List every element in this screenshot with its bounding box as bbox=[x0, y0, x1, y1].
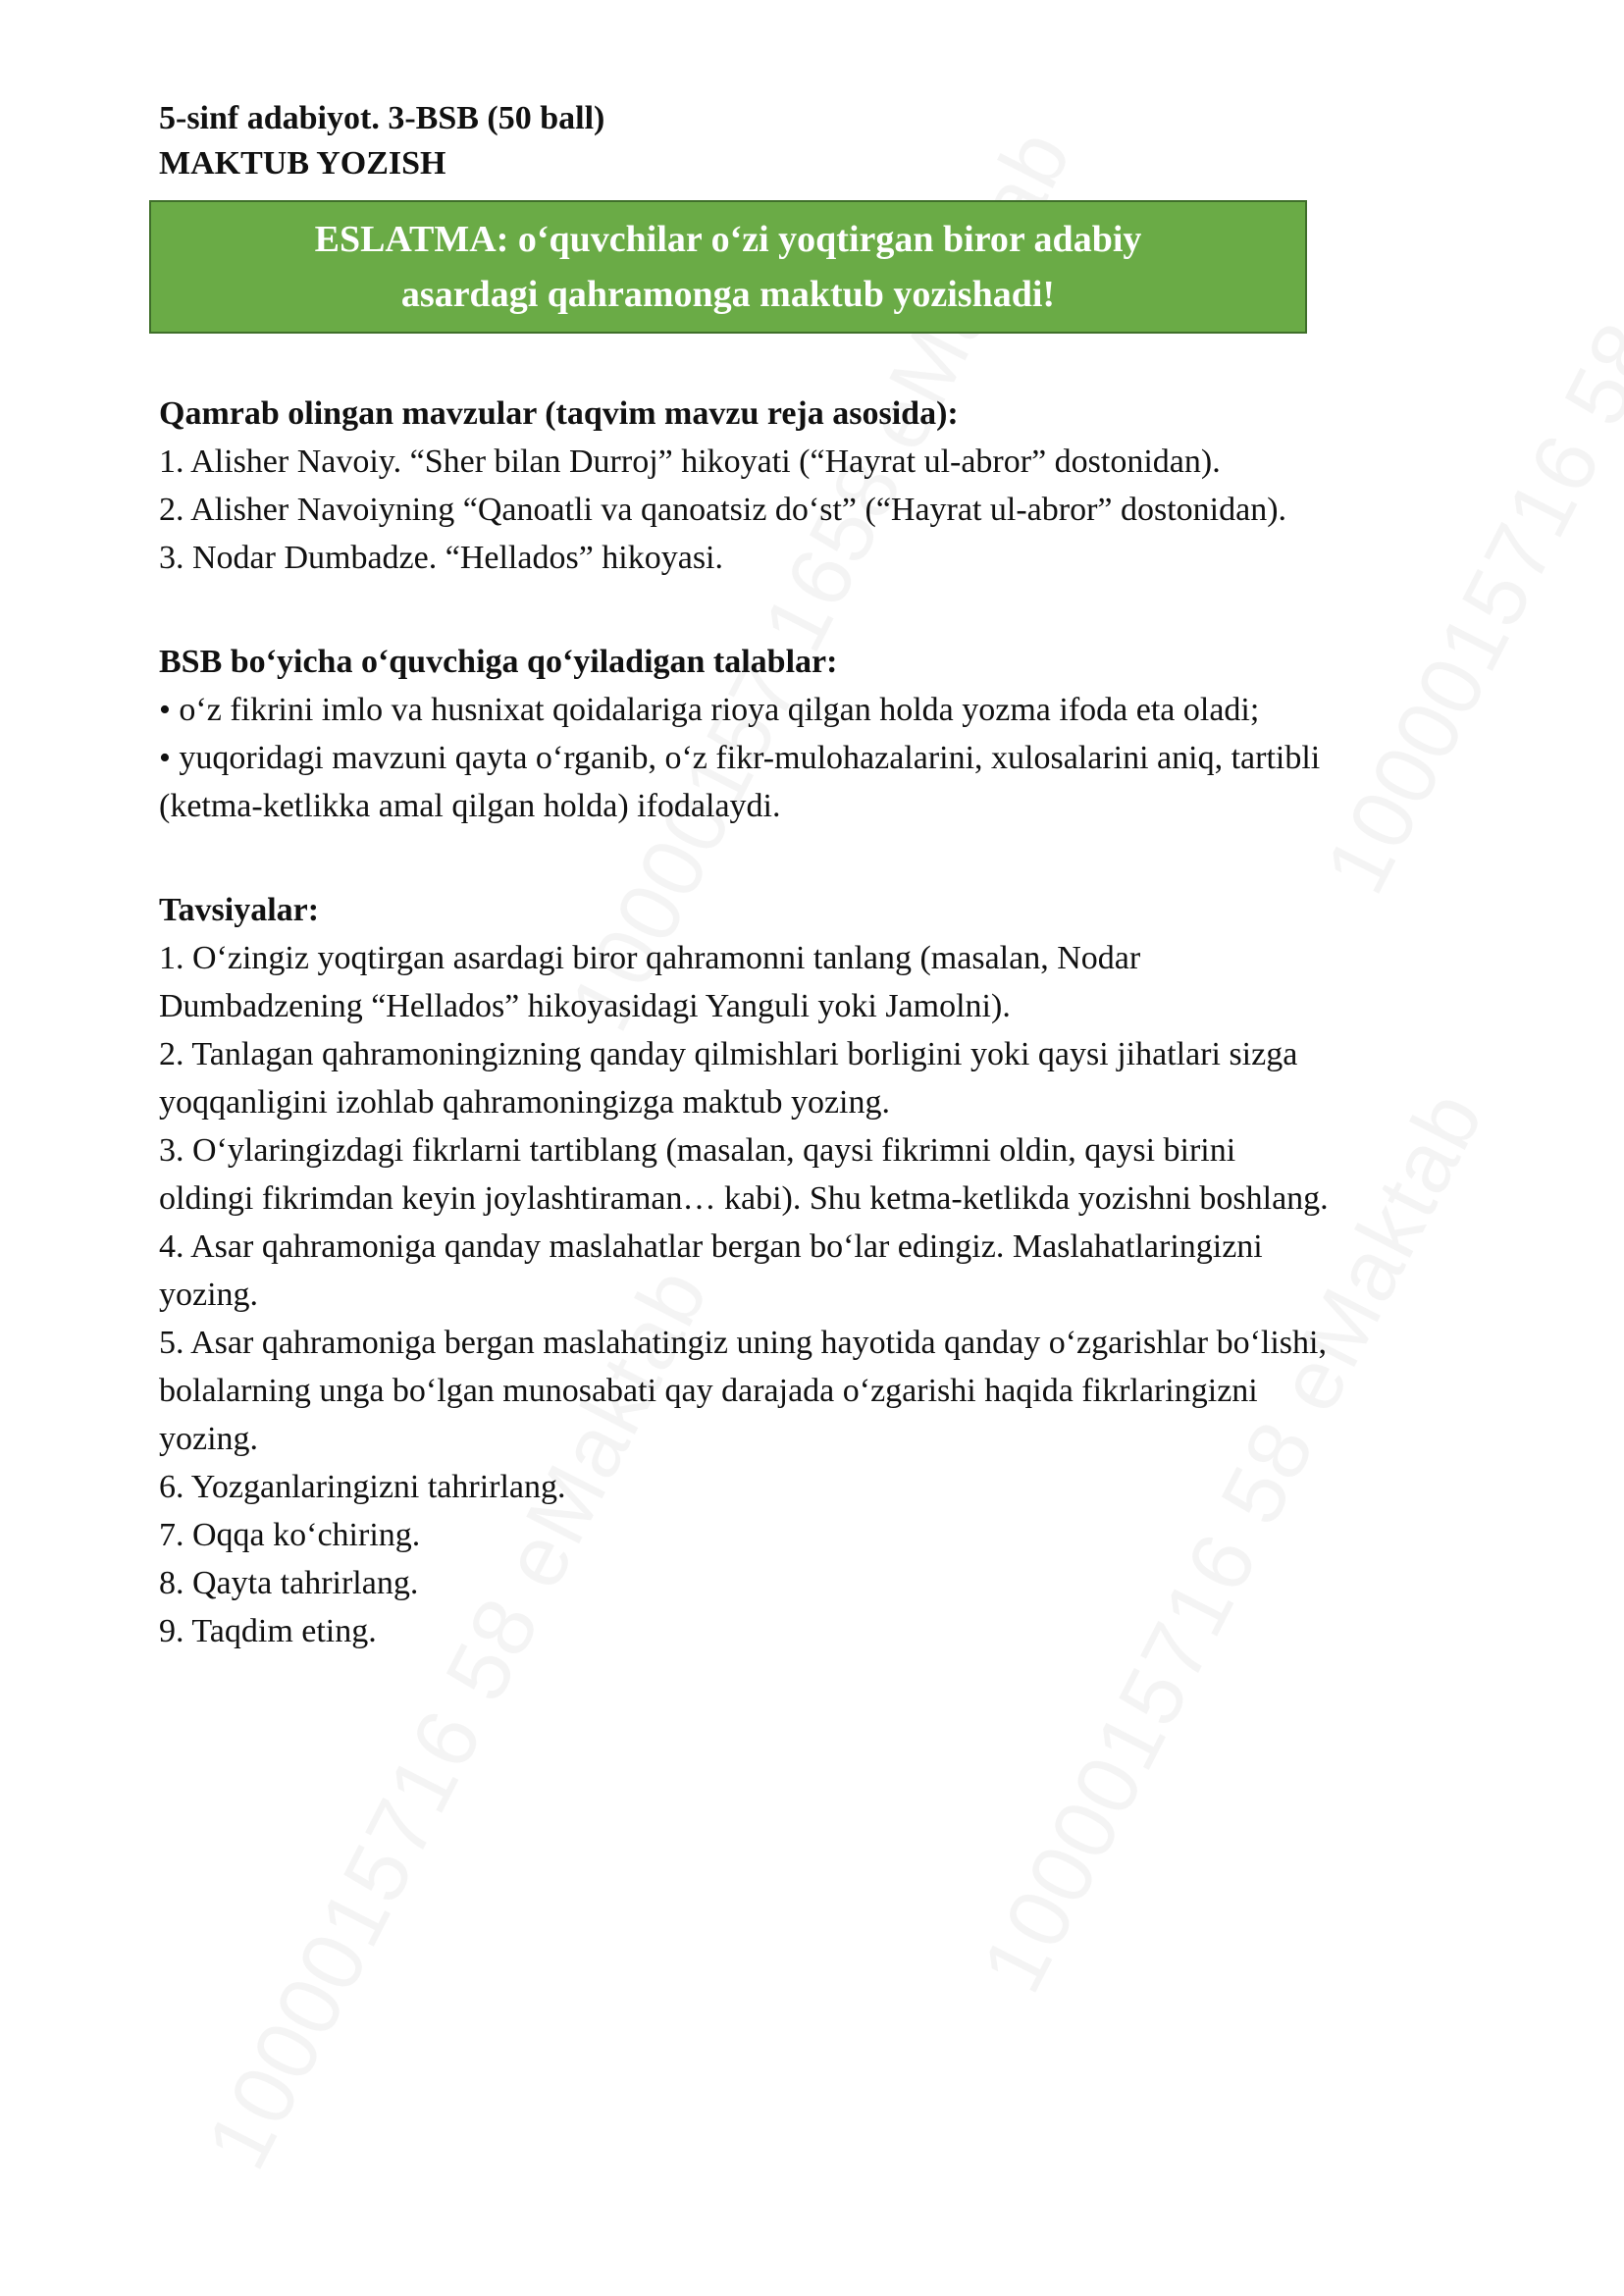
list-item: 8. Qayta tahrirlang. bbox=[159, 1565, 419, 1601]
list-item: yoqqanligini izohlab qahramoningizga maktub yozing. bbox=[159, 1084, 890, 1121]
list-item: 2. Tanlagan qahramoningizning qanday qilmishlari borligini yoki qaysi jihatlari sizga bbox=[159, 1036, 1298, 1072]
document-subtitle: MAKTUB YOZISH bbox=[159, 145, 446, 182]
list-item: 1. O‘zingiz yoqtirgan asardagi biror qahramonni tanlang (masalan, Nodar bbox=[159, 940, 1141, 976]
list-item: 3. Nodar Dumbadze. “Hellados” hikoyasi. bbox=[159, 540, 723, 576]
topics-section bbox=[159, 391, 1533, 582]
list-item: oldingi fikrimdan keyin joylashtiraman… kabi). Shu ketma-ketlikda yozishni boshlang. bbox=[159, 1180, 1329, 1217]
document-title: 5-sinf adabiyot. 3-BSB (50 ball) bbox=[159, 100, 605, 136]
list-item: 7. Oqqa ko‘chiring. bbox=[159, 1517, 421, 1553]
recommendations-section bbox=[159, 887, 1533, 1655]
list-item: 4. Asar qahramoniga qanday maslahatlar bergan bo‘lar edingiz. Maslahatlaringizni bbox=[159, 1228, 1263, 1265]
recommendations-list bbox=[159, 934, 1533, 1655]
list-item: 6. Yozganlaringizni tahrirlang. bbox=[159, 1469, 566, 1505]
list-item: 3. O‘ylaringizdagi fikrlarni tartiblang (masalan, qaysi fikrimni oldin, qaysi birini bbox=[159, 1132, 1236, 1169]
requirements-section bbox=[159, 639, 1533, 830]
requirements-list bbox=[159, 686, 1533, 830]
topics-title: Qamrab olingan mavzular (taqvim mavzu reja asosida): bbox=[159, 395, 959, 432]
list-item: 1. Alisher Navoiy. “Sher bilan Durroj” hikoyati (“Hayrat ul-abror” dostonidan). bbox=[159, 444, 1221, 480]
reminder-box bbox=[149, 200, 1307, 334]
list-item: 9. Taqdim eting. bbox=[159, 1613, 377, 1649]
list-item: • yuqoridagi mavzuni qayta o‘rganib, o‘z fikr-mulohazalarini, xulosalarini aniq, tartibli bbox=[159, 740, 1321, 776]
reminder-line: asardagi qahramonga maktub yozishadi! bbox=[400, 274, 1056, 315]
document-page bbox=[159, 96, 1533, 1655]
list-item: • o‘z fikrini imlo va husnixat qoidalariga rioya qilgan holda yozma ifoda eta oladi; bbox=[159, 692, 1260, 728]
list-item: (ketma-ketlikka amal qilgan holda) ifodalaydi. bbox=[159, 788, 781, 824]
reminder-line: ESLATMA: o‘quvchilar o‘zi yoqtirgan biror adabiy bbox=[314, 219, 1142, 260]
list-item: Dumbadzening “Hellados” hikoyasidagi Yanguli yoki Jamolni). bbox=[159, 988, 1011, 1024]
list-item: yozing. bbox=[159, 1277, 259, 1313]
recommendations-title: Tavsiyalar: bbox=[159, 892, 320, 928]
list-item: 5. Asar qahramoniga bergan maslahatingiz uning hayotida qanday o‘zgarishlar bo‘lishi, bbox=[159, 1325, 1327, 1361]
topics-list bbox=[159, 438, 1533, 582]
requirements-title: BSB bo‘yicha o‘quvchiga qo‘yiladigan talablar: bbox=[159, 644, 838, 680]
list-item: bolalarning unga bo‘lgan munosabati qay darajada o‘zgarishi haqida fikrlaringizni bbox=[159, 1373, 1258, 1409]
list-item: yozing. bbox=[159, 1421, 259, 1457]
list-item: 2. Alisher Navoiyning “Qanoatli va qanoatsiz do‘st” (“Hayrat ul-abror” dostonidan). bbox=[159, 492, 1287, 528]
